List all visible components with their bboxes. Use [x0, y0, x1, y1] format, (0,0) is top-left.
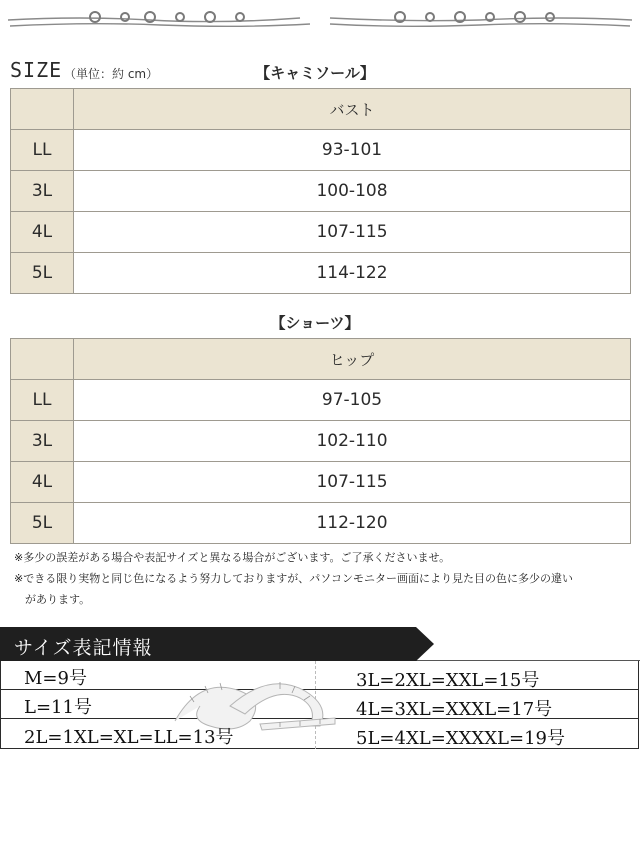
- size-cell: 4L: [11, 462, 74, 503]
- size-cell: 3L: [11, 421, 74, 462]
- size-equivalence-left: L=11号: [24, 697, 92, 718]
- value-cell: 102-110: [74, 421, 631, 462]
- table-header-row: [11, 89, 631, 130]
- table-row: [11, 212, 631, 253]
- camisole-size-table: [10, 88, 631, 294]
- size-equivalence-left: M=9号: [24, 668, 87, 689]
- decorative-ornament-divider: [0, 0, 640, 40]
- size-cell: 5L: [11, 253, 74, 294]
- camisole-title: 【キャミソール】: [255, 64, 375, 82]
- column-header-bust: バスト: [74, 89, 631, 130]
- corner-cell: [11, 339, 74, 380]
- table-row: [11, 503, 631, 544]
- size-cell: LL: [11, 380, 74, 421]
- size-cell: 4L: [11, 212, 74, 253]
- value-cell: 93-101: [74, 130, 631, 171]
- table-row: [11, 380, 631, 421]
- note-line: ※多少の誤差がある場合や表記サイズと異なる場合がございます。ご了承くださいませ。: [14, 551, 451, 564]
- note-line: があります。: [14, 593, 91, 606]
- value-cell: 107-115: [74, 462, 631, 503]
- unit-label: （単位：約 cm）: [64, 67, 159, 81]
- note-line: ※できる限り実物と同じ色になるよう努力しておりますが、パソコンモニター画面により見た目の色に多少の違い: [14, 572, 573, 585]
- size-equivalence-left: 2L=1XL=XL=LL=13号: [24, 727, 234, 748]
- size-equivalence-right: 4L=3XL=XXXL=17号: [356, 699, 553, 720]
- value-cell: 107-115: [74, 212, 631, 253]
- table-row: [11, 171, 631, 212]
- shorts-title: 【ショーツ】: [270, 314, 360, 332]
- table-row: [11, 421, 631, 462]
- value-cell: 114-122: [74, 253, 631, 294]
- column-header-hip: ヒップ: [74, 339, 631, 380]
- table-row: [11, 253, 631, 294]
- size-equivalence-right: 3L=2XL=XXL=15号: [356, 670, 540, 691]
- size-info-title: サイズ表記情報: [14, 637, 153, 659]
- shorts-size-table: [10, 338, 631, 544]
- size-equivalence-right: 5L=4XL=XXXXL=19号: [356, 728, 565, 749]
- size-cell: LL: [11, 130, 74, 171]
- table-header-row: [11, 339, 631, 380]
- corner-cell: [11, 89, 74, 130]
- size-cell: 5L: [11, 503, 74, 544]
- value-cell: 97-105: [74, 380, 631, 421]
- size-label: SIZE: [10, 58, 63, 82]
- value-cell: 100-108: [74, 171, 631, 212]
- value-cell: 112-120: [74, 503, 631, 544]
- table-row: [11, 462, 631, 503]
- table-row: [11, 130, 631, 171]
- size-cell: 3L: [11, 171, 74, 212]
